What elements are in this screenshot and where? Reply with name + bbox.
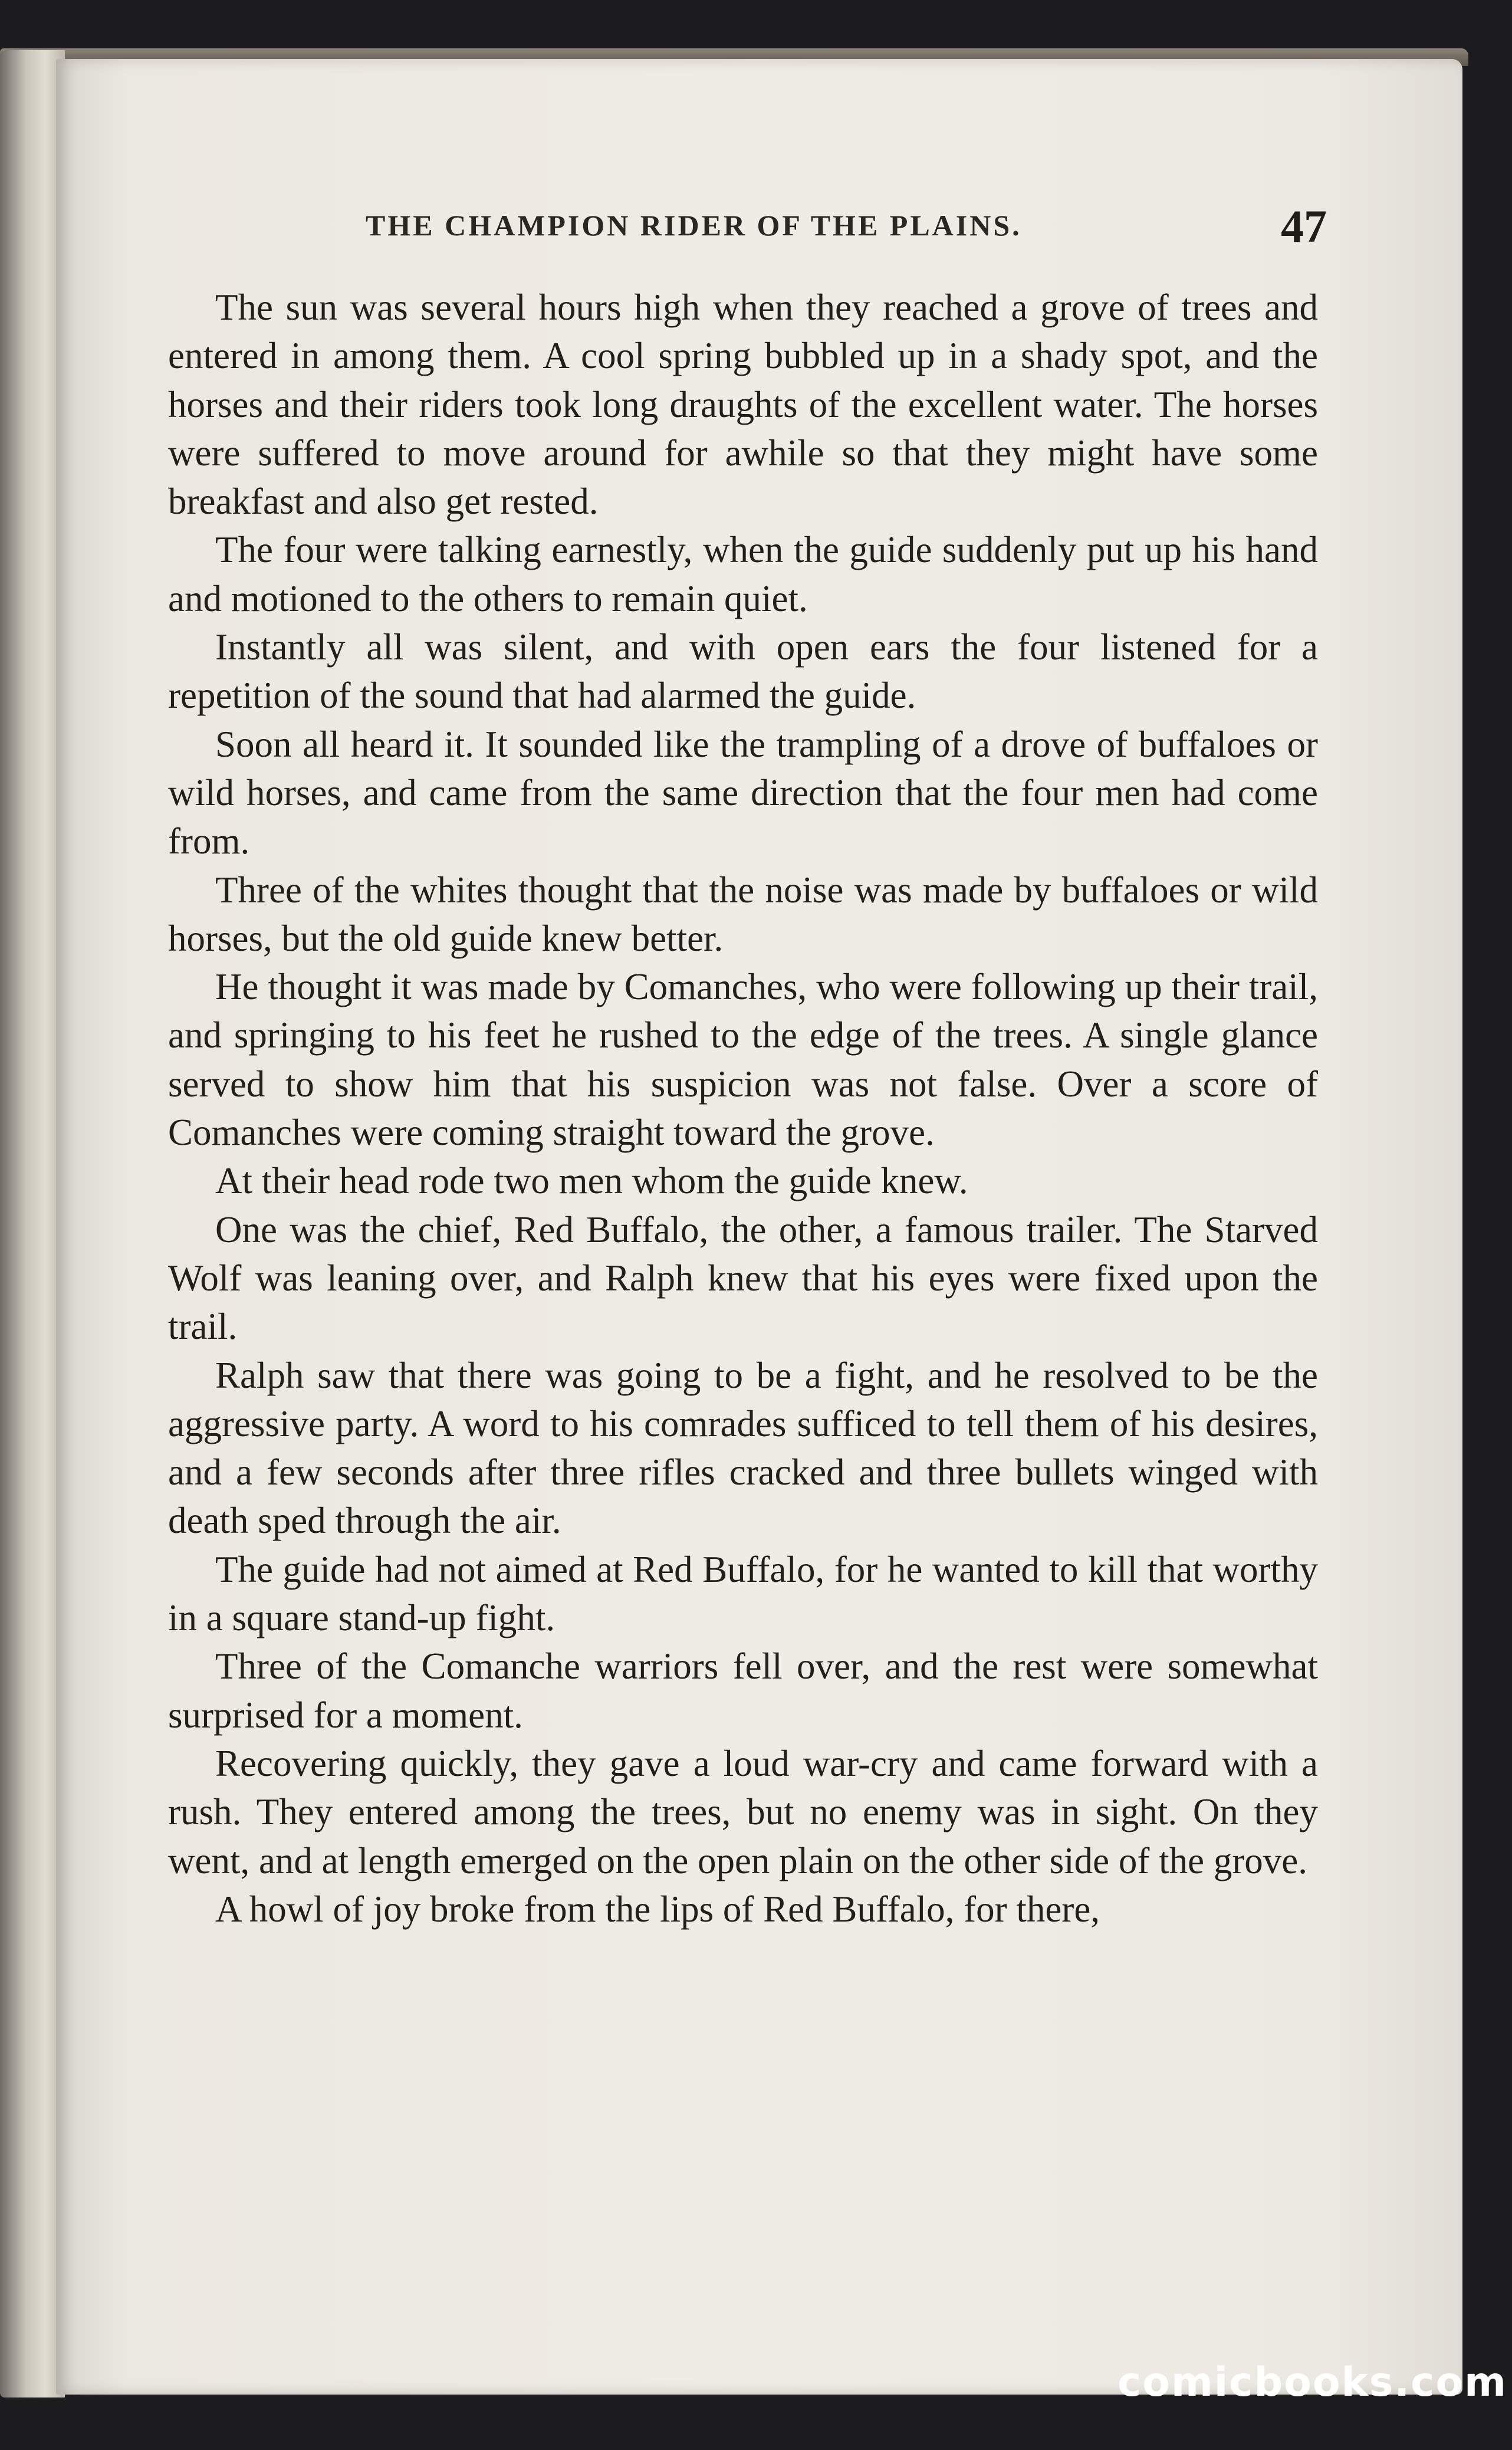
running-title: THE CHAMPION RIDER OF THE PLAINS. xyxy=(366,209,1022,242)
paragraph: The guide had not aimed at Red Buffalo, for he wanted to kill that worthy in a square stand-up fight. xyxy=(168,1548,1318,1639)
paragraph: At their head rode two men whom the guide knew. xyxy=(215,1160,968,1202)
paragraph: The sun was several hours high when they reached a grove of trees and entered in among them. A cool spring bubbled up in a shady spot, and the horses and their riders took long draughts of the excellent water. The horses were suffered to move around for awhile so that they might have some breakfast and also get rested. xyxy=(168,287,1318,523)
page-header xyxy=(366,203,1327,251)
paragraph: The four were talking earnestly, when the guide suddenly put up his hand and motioned to the others to remain quiet. xyxy=(168,529,1318,619)
paragraph: Soon all heard it. It sounded like the trampling of a drove of buffaloes or wild horses, and came from the same direction that the four men had come from. xyxy=(168,723,1318,862)
paragraph: Three of the Comanche warriors fell over, and the rest were somewhat surprised for a moment. xyxy=(168,1646,1318,1736)
page-number: 47 xyxy=(1281,201,1327,252)
body-text xyxy=(168,283,1318,1933)
paragraph: A howl of joy broke from the lips of Red Buffalo, for there, xyxy=(215,1888,1100,1930)
book-spine xyxy=(0,50,65,2398)
paragraph: Ralph saw that there was going to be a fight, and he resolved to be the aggressive party. A word to his comrades sufficed to tell them of his desires, and a few seconds after three rifles cracked and three bullets winged with death sped through the air. xyxy=(168,1354,1318,1542)
paragraph: One was the chief, Red Buffalo, the other, a famous trailer. The Starved Wolf was leaning over, and Ralph knew that his eyes were fixed upon the trail. xyxy=(168,1208,1318,1348)
paragraph: Instantly all was silent, and with open ears the four listened for a repetition of the sound that had alarmed the guide. xyxy=(168,626,1318,717)
paragraph: Recovering quickly, they gave a loud war-cry and came forward with a rush. They entered among the trees, but no enemy was in sight. On they went, and at length emerged on the open plain on the other side of the grove. xyxy=(168,1742,1318,1881)
paragraph: He thought it was made by Comanches, who were following up their trail, and springing to his feet he rushed to the edge of the trees. A single glance served to show him that his suspicion was not false. Over a score of Comanches were coming straight toward the grove. xyxy=(168,966,1318,1154)
watermark: comicbooks.com xyxy=(1117,2359,1508,2406)
paragraph: Three of the whites thought that the noise was made by buffaloes or wild horses, but the old guide knew better. xyxy=(168,869,1318,959)
